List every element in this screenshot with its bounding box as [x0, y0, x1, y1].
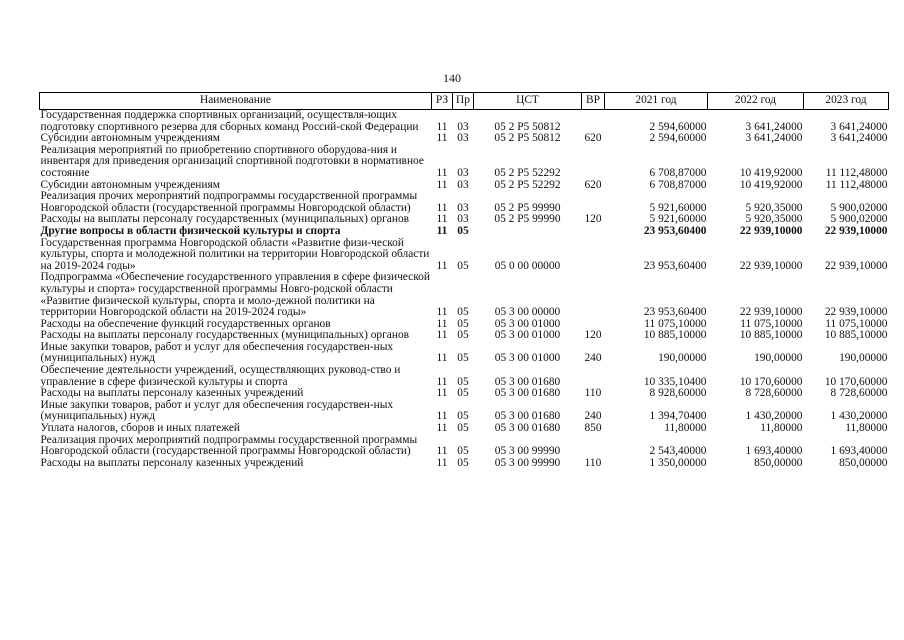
header-rz: РЗ [432, 93, 453, 110]
row-rz: 11 [436, 375, 448, 388]
row-amount-2023: 190,00000 [839, 352, 888, 365]
row-pr: 05 [457, 224, 469, 237]
row-amount-2021: 1 350,00000 [649, 456, 707, 469]
row-cst [474, 226, 582, 238]
row-name: Государственная программа Новгородской области «Развитие физи-ческой культуры, спорта и молодежной политики на территории Новгородской области на 2019-2024 годы» [40, 236, 430, 272]
row-cst: 05 2 Р5 50812 [494, 120, 561, 133]
row-amount-2021: 8 928,60000 [649, 387, 707, 400]
row-amount-2023: 3 641,24000 [830, 120, 888, 133]
row-pr: 05 [457, 317, 469, 330]
row-vr [582, 272, 605, 318]
row-amount-2022: 22 939,10000 [739, 224, 803, 237]
row-cst: 05 3 00 01000 [494, 329, 561, 342]
row-vr [582, 226, 605, 238]
row-amount-2023: 11,80000 [845, 422, 888, 435]
row-rz: 11 [436, 329, 448, 342]
row-amount-2022: 8 728,60000 [745, 387, 803, 400]
row-amount-2021: 23 953,60400 [643, 224, 707, 237]
row-name: Реализация прочих мероприятий подпрограммы государственной программы Новгородской области (государственной программы Новгородской области) [40, 433, 418, 458]
row-cst: 05 3 00 01680 [494, 375, 561, 388]
row-amount-2023: 1 693,40000 [830, 445, 888, 458]
row-rz: 11 [436, 422, 448, 435]
row-amount-2021: 2 543,40000 [649, 445, 707, 458]
row-amount-2021: 11,80000 [664, 422, 707, 435]
row-amount-2022: 22 939,10000 [739, 306, 803, 319]
row-amount-2022: 10 419,92000 [739, 166, 803, 179]
row-pr: 05 [457, 259, 469, 272]
row-pr: 05 [457, 375, 469, 388]
row-amount-2021: 10 335,10400 [643, 375, 707, 388]
row-amount-2022: 22 939,10000 [739, 259, 803, 272]
page-number: 140 [443, 71, 461, 85]
row-name: Субсидии автономным учреждениям [40, 132, 220, 145]
row-amount-2023: 1 430,20000 [830, 410, 888, 423]
row-rz: 11 [436, 224, 448, 237]
row-amount-2022: 3 641,24000 [745, 132, 803, 145]
row-amount-2021: 23 953,60400 [643, 259, 707, 272]
row-vr [582, 145, 605, 180]
row-amount-2023: 22 939,10000 [824, 224, 888, 237]
row-amount-2022: 11,80000 [760, 422, 803, 435]
row-pr: 03 [457, 120, 469, 133]
row-name: Иные закупки товаров, работ и услуг для обеспечения государствен-ных (муниципальных) нужд [40, 340, 394, 365]
row-vr [582, 110, 605, 134]
row-cst: 05 2 Р5 99990 [494, 213, 561, 226]
row-name: Расходы на выплаты персоналу государственных (муниципальных) органов [40, 329, 410, 342]
table-row [40, 365, 889, 388]
row-amount-2023: 10 170,60000 [824, 375, 888, 388]
row-amount-2023: 11 075,10000 [825, 317, 888, 330]
row-amount-2022: 11 075,10000 [740, 317, 803, 330]
row-amount-2022: 5 920,35000 [745, 213, 803, 226]
row-name: Подпрограмма «Обеспечение государственного управления в сфере физической культуры и спорта» государственной программы Новго-родской области «Развитие физической культуры, спорта и моло-дежной политики на территории Новгородской области на 2019-2024 годы» [40, 271, 430, 319]
row-cst: 05 2 Р5 99990 [494, 201, 561, 214]
row-pr: 03 [457, 132, 469, 145]
table-row [40, 400, 889, 423]
row-name: Государственная поддержка спортивных организаций, осуществля-ющих подготовку спортивного резерва для сборных команд Россий-ской Федерации [40, 109, 419, 133]
row-rz: 11 [436, 317, 448, 330]
row-amount-2021: 5 921,60000 [649, 201, 707, 214]
row-vr: 110 [584, 387, 602, 400]
row-name: Обеспечение деятельности учреждений, осуществляющих руковод-ство и управление в сфере физической культуры и спорта [40, 364, 401, 388]
row-rz: 11 [436, 306, 448, 319]
row-amount-2023: 10 885,10000 [824, 329, 888, 342]
row-amount-2021: 11 075,10000 [644, 317, 707, 330]
row-cst: 05 3 00 01680 [494, 422, 561, 435]
row-name: Реализация прочих мероприятий подпрограммы государственной программы Новгородской области (государственной программы Новгородской области) [40, 190, 418, 214]
row-vr [582, 365, 605, 388]
row-rz: 11 [436, 456, 448, 469]
row-rz: 11 [436, 387, 448, 400]
row-amount-2022: 1 693,40000 [745, 445, 803, 458]
row-vr [582, 191, 605, 214]
row-vr: 620 [584, 132, 602, 145]
row-rz: 11 [436, 201, 448, 214]
row-amount-2022: 850,00000 [754, 456, 803, 469]
row-name: Иные закупки товаров, работ и услуг для обеспечения государствен-ных (муниципальных) нужд [40, 398, 394, 423]
row-cst: 05 3 00 01000 [494, 352, 561, 365]
header-vr: ВР [582, 93, 605, 110]
row-amount-2023: 11 112,48000 [825, 178, 888, 191]
row-amount-2021: 6 708,87000 [649, 166, 707, 179]
header-2021: 2021 год [605, 93, 708, 110]
row-amount-2022: 3 641,24000 [745, 120, 803, 133]
row-amount-2022: 10 419,92000 [739, 178, 803, 191]
row-amount-2023: 11 112,48000 [825, 166, 888, 179]
table-row [40, 342, 889, 365]
row-amount-2021: 190,00000 [658, 352, 707, 365]
table-header-row [40, 93, 889, 110]
row-cst: 05 2 Р5 52292 [494, 178, 561, 191]
row-amount-2022: 190,00000 [754, 352, 803, 365]
budget-table [39, 92, 889, 469]
row-pr: 05 [457, 422, 469, 435]
row-cst: 05 3 00 01000 [494, 317, 561, 330]
row-rz: 11 [436, 213, 448, 226]
row-amount-2023: 22 939,10000 [824, 306, 888, 319]
row-amount-2022: 10 170,60000 [739, 375, 803, 388]
row-pr: 03 [457, 166, 469, 179]
row-amount-2023: 850,00000 [839, 456, 888, 469]
row-amount-2023: 22 939,10000 [824, 259, 888, 272]
row-vr: 850 [584, 422, 602, 435]
row-vr: 620 [584, 178, 602, 191]
table-row [40, 110, 889, 134]
row-vr: 120 [584, 213, 602, 226]
row-amount-2021: 1 394,70400 [649, 410, 707, 423]
row-amount-2021: 10 885,10000 [643, 329, 707, 342]
row-amount-2023: 8 728,60000 [830, 387, 888, 400]
row-name: Субсидии автономным учреждениям [40, 178, 220, 191]
header-pr: Пр [453, 93, 474, 110]
row-pr: 03 [457, 178, 469, 191]
table-row [40, 226, 889, 238]
row-amount-2021: 2 594,60000 [649, 120, 707, 133]
table-row [40, 145, 889, 180]
row-pr: 05 [457, 352, 469, 365]
row-pr: 05 [457, 329, 469, 342]
row-amount-2023: 3 641,24000 [830, 132, 888, 145]
header-cst: ЦСТ [474, 93, 582, 110]
row-name: Расходы на выплаты персоналу казенных учреждений [40, 387, 304, 400]
row-cst: 05 3 00 01680 [494, 387, 561, 400]
row-rz: 11 [436, 410, 448, 423]
row-rz: 11 [436, 445, 448, 458]
row-cst: 05 2 Р5 52292 [494, 166, 561, 179]
row-cst: 05 3 00 00000 [494, 306, 561, 319]
row-pr: 05 [457, 445, 469, 458]
row-pr: 03 [457, 201, 469, 214]
row-name: Реализация мероприятий по приобретению спортивного оборудова-ния и инвентаря для приведения организаций спортивной подготовки в нормативное состояние [40, 143, 424, 179]
row-amount-2022: 1 430,20000 [745, 410, 803, 423]
header-2023: 2023 год [804, 93, 889, 110]
row-cst: 05 2 Р5 50812 [494, 132, 561, 145]
table-row [40, 272, 889, 318]
row-pr: 05 [457, 387, 469, 400]
row-pr: 05 [457, 456, 469, 469]
row-vr: 240 [584, 410, 602, 423]
row-pr: 05 [457, 306, 469, 319]
row-amount-2023: 5 900,02000 [830, 201, 888, 214]
row-cst: 05 3 00 01680 [494, 410, 561, 423]
row-vr: 120 [584, 329, 602, 342]
row-amount-2022: 5 920,35000 [745, 201, 803, 214]
row-pr: 05 [457, 410, 469, 423]
row-amount-2021: 2 594,60000 [649, 132, 707, 145]
header-2022: 2022 год [708, 93, 804, 110]
table-row [40, 435, 889, 458]
row-cst: 05 0 00 00000 [494, 259, 561, 272]
row-name: Расходы на обеспечение функций государственных органов [40, 317, 331, 330]
row-rz: 11 [436, 120, 448, 133]
row-amount-2021: 6 708,87000 [649, 178, 707, 191]
header-name: Наименование [40, 93, 432, 110]
row-rz: 11 [436, 132, 448, 145]
row-name: Уплата налогов, сборов и иных платежей [40, 422, 240, 435]
row-vr: 240 [584, 352, 602, 365]
row-rz: 11 [436, 166, 448, 179]
row-rz: 11 [436, 259, 448, 272]
table-row [40, 238, 889, 273]
row-name: Расходы на выплаты персоналу государственных (муниципальных) органов [40, 213, 410, 226]
row-amount-2023: 5 900,02000 [830, 213, 888, 226]
row-pr: 03 [457, 213, 469, 226]
row-vr [582, 238, 605, 273]
row-amount-2021: 23 953,60400 [643, 306, 707, 319]
row-cst: 05 3 00 99990 [494, 445, 561, 458]
table-row [40, 458, 889, 470]
row-name: Другие вопросы в области физической культуры и спорта [40, 224, 341, 237]
row-cst: 05 3 00 99990 [494, 456, 561, 469]
row-vr [582, 435, 605, 458]
row-rz: 11 [436, 178, 448, 191]
row-name: Расходы на выплаты персоналу казенных учреждений [40, 456, 304, 469]
table-row [40, 191, 889, 214]
row-amount-2022: 10 885,10000 [739, 329, 803, 342]
table-row [40, 423, 889, 435]
row-rz: 11 [436, 352, 448, 365]
row-amount-2021: 5 921,60000 [649, 213, 707, 226]
row-vr: 110 [584, 456, 602, 469]
